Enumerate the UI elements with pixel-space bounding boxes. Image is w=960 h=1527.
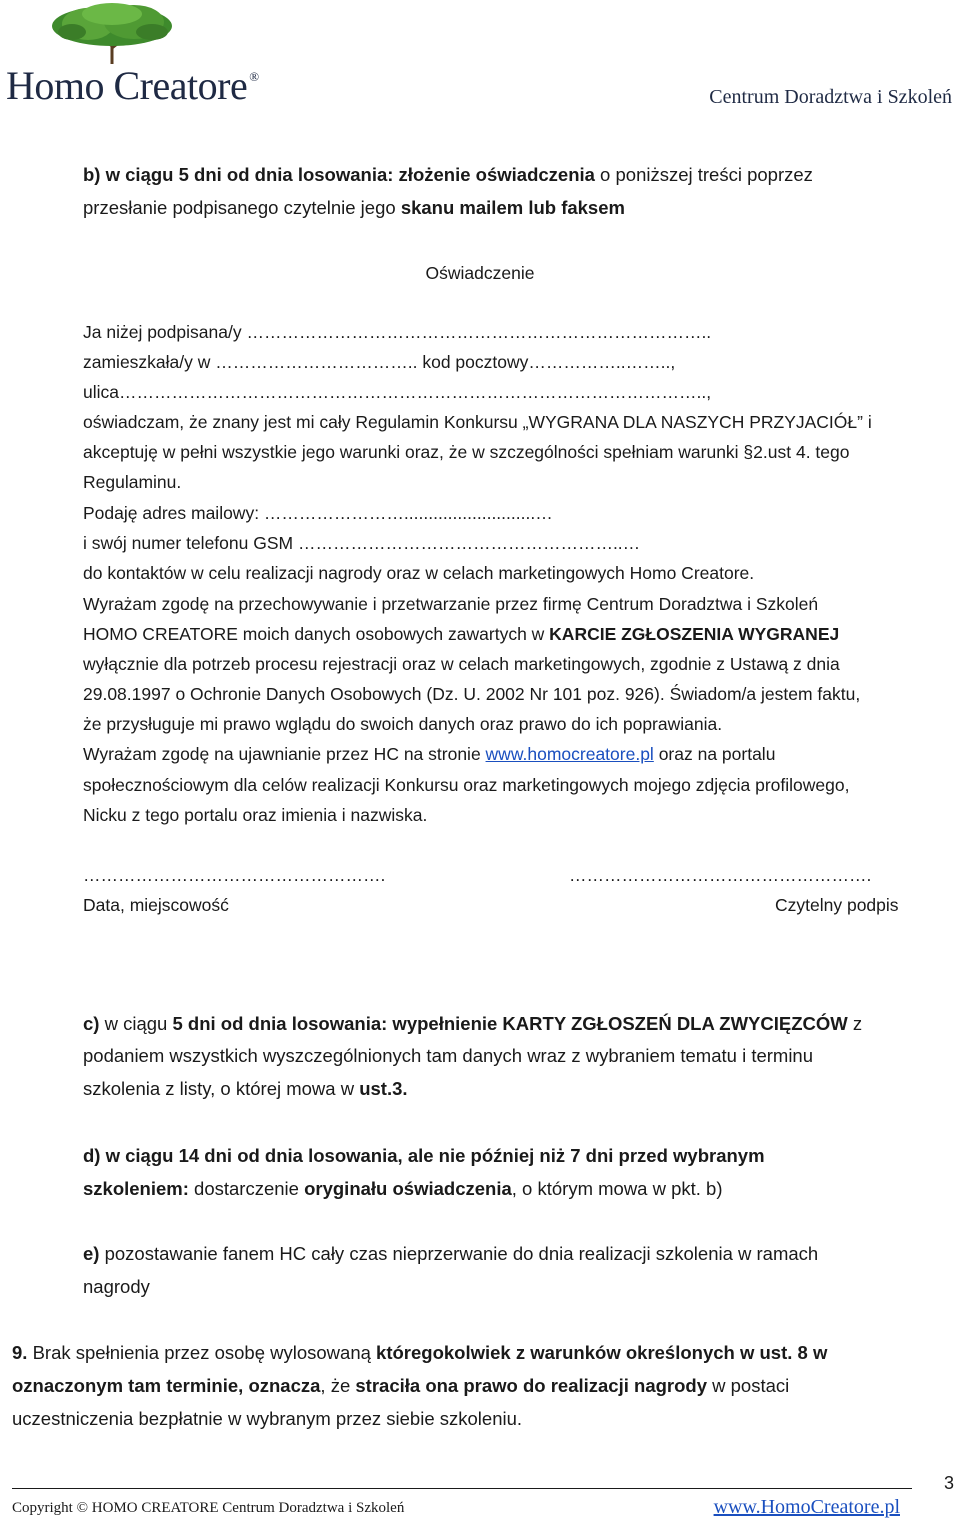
header-subtitle: Centrum Doradztwa i Szkoleń [709, 86, 952, 108]
brand-logo-text: Homo Creatore ® [6, 63, 259, 108]
date-place-dots: ……………………………………………. [83, 865, 386, 885]
section-c-line3: szkolenia z listy, o której mowa w ust.3. [83, 1078, 408, 1099]
declaration-line: do kontaktów w celu realizacji nagrody oraz w celach marketingowych Homo Creatore. [83, 563, 755, 583]
declaration-line: Wyrażam zgodę na przechowywanie i przetwarzanie przez firmę Centrum Doradztwa i Szkoleń [83, 594, 819, 614]
declaration-line: ulica……………………………………………………………………………………….., [83, 382, 712, 402]
section-9-line2: oznaczonym tam terminie, oznacza, że straciła ona prawo do realizacji nagrody w postaci [12, 1375, 790, 1396]
declaration-line: że przysługuje mi prawo wglądu do swoich danych oraz prawo do ich poprawiania. [83, 714, 723, 734]
section-b-line2: przesłanie podpisanego czytelnie jego skanu mailem lub faksem [83, 197, 625, 218]
declaration-line: oświadczam, że znany jest mi cały Regulamin Konkursu „WYGRANA DLA NASZYCH PRZYJACIÓŁ” i [83, 412, 872, 432]
homocreatore-link[interactable]: www.homocreatore.pl [485, 744, 654, 764]
section-e-line2: nagrody [83, 1276, 150, 1297]
signature-label: Czytelny podpis [775, 895, 899, 915]
footer-copyright: Copyright © HOMO CREATORE Centrum Doradztwa i Szkoleń [12, 1500, 405, 1516]
footer-divider [12, 1488, 912, 1489]
declaration-line: wyłącznie dla potrzeb procesu rejestracji oraz w celach marketingowych, zgodnie z Ustawą z dnia [83, 654, 840, 674]
section-d-line2: szkoleniem: dostarczenie oryginału oświadczenia, o którym mowa w pkt. b) [83, 1178, 723, 1199]
declaration-line: Nicku z tego portalu oraz imienia i nazwiska. [83, 805, 428, 825]
page-number: 3 [943, 1473, 954, 1493]
section-b-line1: b) w ciągu 5 dni od dnia losowania: złożenie oświadczenia o poniższej treści poprzez [83, 164, 813, 185]
section-e-line1: e) pozostawanie fanem HC cały czas nieprzerwanie do dnia realizacji szkolenia w ramach [83, 1243, 819, 1264]
signature-dots: ……………………………………………. [569, 865, 872, 885]
logo-tree-icon [48, 2, 178, 71]
declaration-line: Podaję adres mailowy: ……………………...........................… [83, 503, 553, 523]
footer-website-link[interactable]: www.HomoCreatore.pl [713, 1496, 900, 1518]
declaration-line: społecznościowym dla celów realizacji Konkursu oraz marketingowych mojego zdjęcia profilowego, [83, 775, 850, 795]
section-c-line2: podaniem wszystkich wyszczególnionych tam danych wraz z wybraniem tematu i terminu [83, 1045, 814, 1066]
declaration-line: i swój numer telefonu GSM ………………………………………………..… [83, 533, 641, 553]
declaration-line: Ja niżej podpisana/y …………………………………………………………………….. [83, 322, 712, 342]
section-9-line1: 9. Brak spełnienia przez osobę wylosowaną któregokolwiek z warunków określonych w ust. 8 w [12, 1342, 828, 1363]
declaration-line: Regulaminu. [83, 472, 182, 492]
declaration-title: Oświadczenie [425, 263, 535, 283]
declaration-line: Wyrażam zgodę na ujawnianie przez HC na stronie www.homocreatore.pl oraz na portalu [83, 744, 776, 764]
declaration-line: 29.08.1997 o Ochronie Danych Osobowych (Dz. U. 2002 Nr 101 poz. 926). Świadom/a jestem faktu, [83, 684, 861, 704]
section-9-line3: uczestniczenia bezpłatnie w wybranym przez siebie szkoleniu. [12, 1408, 523, 1429]
declaration-line: zamieszkała/y w …………………………….. kod pocztowy……………..…….., [83, 352, 676, 372]
declaration-line: akceptuję w pełni wszystkie jego warunki oraz, że w szczególności spełniam warunki §2.ust 4. tego [83, 442, 850, 462]
section-c-line1: c) w ciągu 5 dni od dnia losowania: wypełnienie KARTY ZGŁOSZEŃ DLA ZWYCIĘZCÓW z [83, 1013, 863, 1034]
date-place-label: Data, miejscowość [83, 895, 229, 915]
section-d-line1: d) w ciągu 14 dni od dnia losowania, ale nie później niż 7 dni przed wybranym [83, 1145, 765, 1166]
declaration-line: HOMO CREATORE moich danych osobowych zawartych w KARCIE ZGŁOSZENIA WYGRANEJ [83, 624, 840, 644]
